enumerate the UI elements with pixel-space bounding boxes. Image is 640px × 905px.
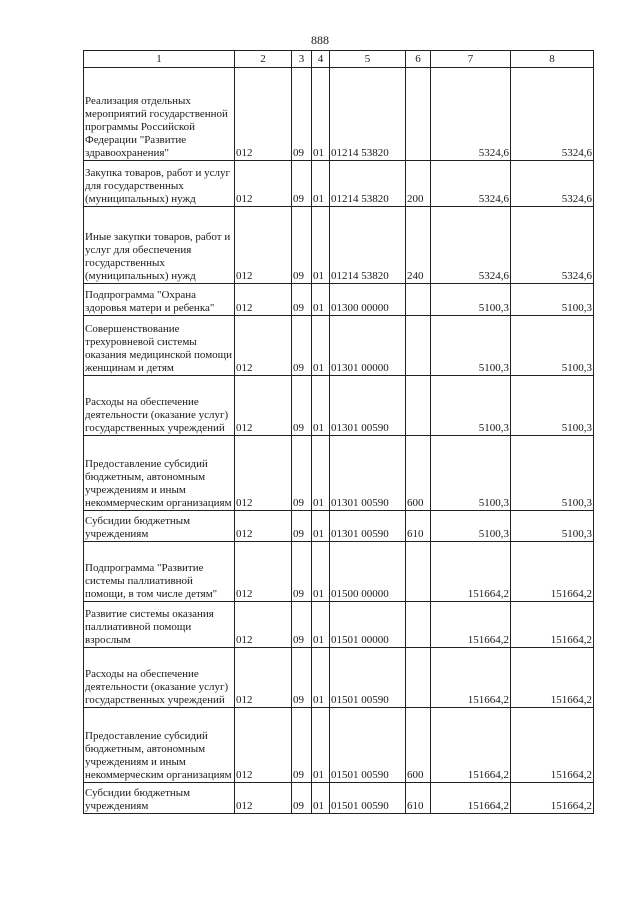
- row-csr: 01300 00000: [330, 284, 406, 316]
- table-row: [84, 436, 594, 511]
- column-header: 2: [235, 51, 292, 68]
- row-sum2: 151664,2: [511, 708, 594, 783]
- row-vr: [406, 376, 431, 436]
- column-header: 5: [330, 51, 406, 68]
- column-header: 3: [292, 51, 312, 68]
- row-sum2: 5324,6: [511, 68, 594, 161]
- row-pr: 01: [312, 511, 330, 542]
- column-number-row: [84, 51, 594, 68]
- row-csr: 01301 00000: [330, 316, 406, 376]
- row-vr: [406, 602, 431, 648]
- budget-table: [83, 50, 594, 814]
- row-sum1: 151664,2: [431, 783, 511, 814]
- row-name: Подпрограмма "Охрана здоровья матери и ребенка": [84, 284, 235, 316]
- row-rz: 09: [292, 648, 312, 708]
- row-name: Субсидии бюджетным учреждениям: [84, 511, 235, 542]
- row-name: Реализация отдельных мероприятий государственной программы Российской Федерации "Развитие здравоохранения": [84, 68, 235, 161]
- row-ved: 012: [235, 161, 292, 207]
- row-ved: 012: [235, 207, 292, 284]
- row-vr: 600: [406, 708, 431, 783]
- column-header: 7: [431, 51, 511, 68]
- row-ved: 012: [235, 376, 292, 436]
- row-csr: 01301 00590: [330, 376, 406, 436]
- row-csr: 01501 00000: [330, 602, 406, 648]
- row-pr: 01: [312, 316, 330, 376]
- row-ved: 012: [235, 602, 292, 648]
- row-ved: 012: [235, 316, 292, 376]
- table-row: [84, 708, 594, 783]
- row-vr: 600: [406, 436, 431, 511]
- row-sum1: 151664,2: [431, 648, 511, 708]
- row-ved: 012: [235, 648, 292, 708]
- column-header: 4: [312, 51, 330, 68]
- row-vr: 610: [406, 783, 431, 814]
- row-pr: 01: [312, 783, 330, 814]
- table-row: [84, 376, 594, 436]
- table-row: [84, 602, 594, 648]
- row-sum1: 151664,2: [431, 542, 511, 602]
- table-row: [84, 161, 594, 207]
- row-vr: [406, 68, 431, 161]
- row-name: Развитие системы оказания паллиативной помощи взрослым: [84, 602, 235, 648]
- row-name: Субсидии бюджетным учреждениям: [84, 783, 235, 814]
- row-name: Подпрограмма "Развитие системы паллиативной помощи, в том числе детям": [84, 542, 235, 602]
- row-rz: 09: [292, 436, 312, 511]
- table-row: [84, 68, 594, 161]
- row-vr: [406, 284, 431, 316]
- table-row: [84, 542, 594, 602]
- row-vr: 610: [406, 511, 431, 542]
- row-sum2: 5324,6: [511, 161, 594, 207]
- row-csr: 01301 00590: [330, 436, 406, 511]
- row-vr: 200: [406, 161, 431, 207]
- row-ved: 012: [235, 68, 292, 161]
- row-sum2: 151664,2: [511, 602, 594, 648]
- row-sum1: 5100,3: [431, 511, 511, 542]
- row-rz: 09: [292, 207, 312, 284]
- column-header: 8: [511, 51, 594, 68]
- row-sum1: 5100,3: [431, 436, 511, 511]
- row-name: Закупка товаров, работ и услуг для государственных (муниципальных) нужд: [84, 161, 235, 207]
- row-csr: 01500 00000: [330, 542, 406, 602]
- row-sum2: 151664,2: [511, 783, 594, 814]
- table-row: [84, 648, 594, 708]
- column-header: 1: [84, 51, 235, 68]
- row-vr: 240: [406, 207, 431, 284]
- row-sum1: 151664,2: [431, 708, 511, 783]
- row-pr: 01: [312, 68, 330, 161]
- row-vr: [406, 316, 431, 376]
- row-rz: 09: [292, 316, 312, 376]
- row-csr: 01214 53820: [330, 161, 406, 207]
- row-csr: 01214 53820: [330, 207, 406, 284]
- row-rz: 09: [292, 161, 312, 207]
- row-name: Расходы на обеспечение деятельности (оказание услуг) государственных учреждений: [84, 648, 235, 708]
- table-row: [84, 207, 594, 284]
- row-rz: 09: [292, 284, 312, 316]
- row-pr: 01: [312, 284, 330, 316]
- row-pr: 01: [312, 376, 330, 436]
- row-sum2: 5100,3: [511, 376, 594, 436]
- row-sum2: 5100,3: [511, 284, 594, 316]
- row-vr: [406, 648, 431, 708]
- row-csr: 01501 00590: [330, 648, 406, 708]
- row-name: Иные закупки товаров, работ и услуг для обеспечения государственных (муниципальных) нужд: [84, 207, 235, 284]
- row-sum1: 5100,3: [431, 284, 511, 316]
- row-vr: [406, 542, 431, 602]
- row-sum2: 5100,3: [511, 436, 594, 511]
- row-rz: 09: [292, 542, 312, 602]
- row-rz: 09: [292, 68, 312, 161]
- row-ved: 012: [235, 708, 292, 783]
- row-rz: 09: [292, 783, 312, 814]
- row-ved: 012: [235, 542, 292, 602]
- row-pr: 01: [312, 708, 330, 783]
- row-sum2: 151664,2: [511, 648, 594, 708]
- row-sum1: 5324,6: [431, 207, 511, 284]
- row-name: Совершенствование трехуровневой системы оказания медицинской помощи женщинам и детям: [84, 316, 235, 376]
- row-sum1: 5324,6: [431, 68, 511, 161]
- row-ved: 012: [235, 436, 292, 511]
- table-row: [84, 783, 594, 814]
- row-rz: 09: [292, 708, 312, 783]
- row-pr: 01: [312, 542, 330, 602]
- table-row: [84, 316, 594, 376]
- column-header: 6: [406, 51, 431, 68]
- row-rz: 09: [292, 602, 312, 648]
- row-pr: 01: [312, 648, 330, 708]
- row-sum2: 5100,3: [511, 511, 594, 542]
- row-name: Расходы на обеспечение деятельности (оказание услуг) государственных учреждений: [84, 376, 235, 436]
- row-ved: 012: [235, 284, 292, 316]
- row-csr: 01501 00590: [330, 708, 406, 783]
- row-ved: 012: [235, 511, 292, 542]
- row-rz: 09: [292, 376, 312, 436]
- row-name: Предоставление субсидий бюджетным, автономным учреждениям и иным некоммерческим организациям: [84, 436, 235, 511]
- row-csr: 01301 00590: [330, 511, 406, 542]
- row-csr: 01214 53820: [330, 68, 406, 161]
- row-sum2: 5324,6: [511, 207, 594, 284]
- page-number: 888: [311, 33, 329, 47]
- row-sum1: 5100,3: [431, 316, 511, 376]
- row-pr: 01: [312, 602, 330, 648]
- row-name: Предоставление субсидий бюджетным, автономным учреждениям и иным некоммерческим организациям: [84, 708, 235, 783]
- row-pr: 01: [312, 161, 330, 207]
- row-sum1: 5324,6: [431, 161, 511, 207]
- row-sum1: 5100,3: [431, 376, 511, 436]
- row-ved: 012: [235, 783, 292, 814]
- table-row: [84, 284, 594, 316]
- row-sum2: 151664,2: [511, 542, 594, 602]
- row-rz: 09: [292, 511, 312, 542]
- row-sum2: 5100,3: [511, 316, 594, 376]
- table-row: [84, 511, 594, 542]
- row-sum1: 151664,2: [431, 602, 511, 648]
- row-csr: 01501 00590: [330, 783, 406, 814]
- row-pr: 01: [312, 436, 330, 511]
- row-pr: 01: [312, 207, 330, 284]
